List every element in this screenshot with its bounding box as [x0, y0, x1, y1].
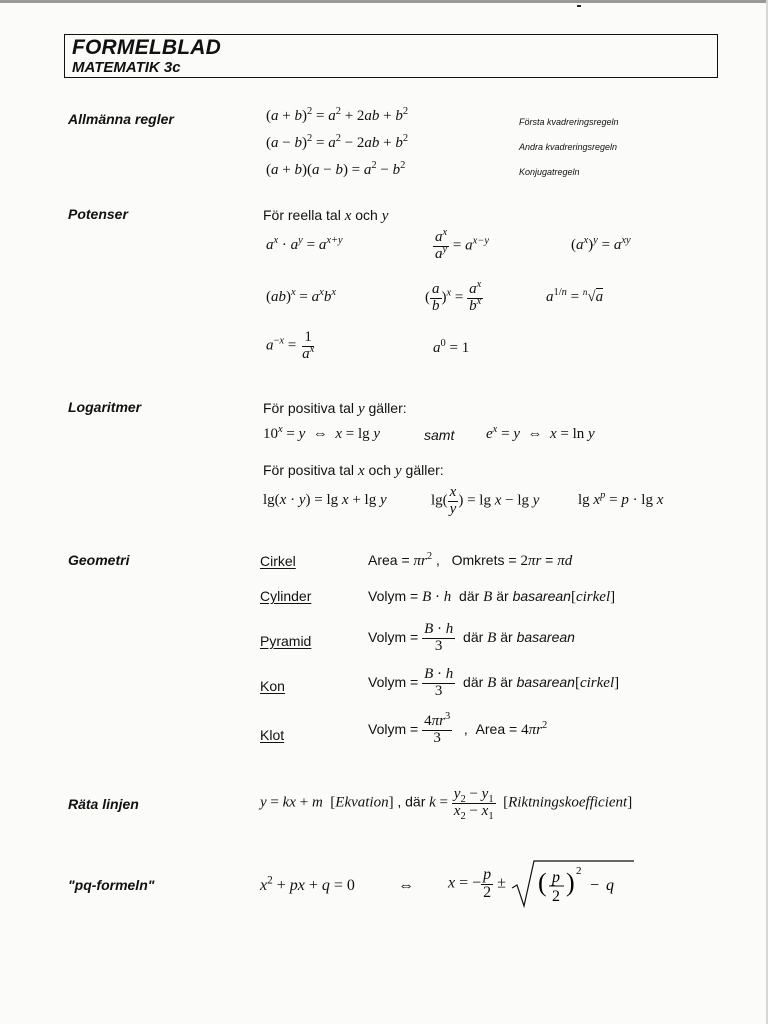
- svg-text:−: −: [589, 877, 599, 894]
- formula-cirkel: Area = $\pi r^2$ , Omkrets = 2πr = πd: [368, 551, 573, 569]
- formula-cylinder: Volym = B · h där B är basarean[cirkel]: [368, 588, 616, 605]
- formula-lg-definition: $10^x = y$ ⇔ x = lg y: [263, 424, 381, 442]
- rule-name-second: Andra kvadreringsregeln: [519, 142, 618, 152]
- svg-text:q: q: [605, 877, 614, 894]
- sqrt-sign: [510, 858, 634, 910]
- formula-pyramid: Volym = $\frac{B \cdot h}{3}$ där B är basarean: [368, 621, 575, 654]
- page-subtitle: MATEMATIK 3c: [72, 59, 181, 76]
- page-title: FORMELBLAD: [72, 36, 221, 59]
- section-label-pq-formeln: "pq-formeln": [68, 877, 155, 893]
- header-box: [64, 34, 718, 78]
- section-label-geometri: Geometri: [68, 552, 130, 568]
- svg-text:): ): [565, 868, 575, 897]
- geometry-name-cirkel: Cirkel: [260, 553, 296, 569]
- formula-power-product: $a^x \cdot a^y = a^{x+y}$: [266, 235, 343, 253]
- formula-pq-equation: $x^2$ + px + q = 0: [260, 874, 355, 894]
- rule-name-first: Första kvadreringsregeln: [519, 117, 619, 127]
- logaritmer-intro-1: För positiva tal y gäller:: [263, 400, 407, 417]
- section-label-allmanna-regler: Allmänna regler: [68, 111, 174, 127]
- formula-square-diff: $(a - b)^2 = a^2 - 2ab + b^2$: [266, 133, 409, 151]
- geometry-name-klot: Klot: [260, 727, 285, 743]
- rule-name-conjugate: Konjugatregeln: [519, 167, 580, 177]
- svg-text:2: 2: [551, 888, 560, 905]
- equivalence-arrow: ⇔: [398, 877, 414, 894]
- formula-nth-root: $a^{1/n} = ^n√a$: [546, 287, 604, 305]
- logaritmer-samt: samt: [424, 427, 455, 443]
- geometry-name-kon: Kon: [260, 678, 285, 694]
- svg-text:(: (: [537, 868, 547, 897]
- svg-text:2: 2: [575, 865, 582, 877]
- section-label-rata-linjen: Räta linjen: [68, 796, 139, 812]
- formula-conjugate: $(a + b)(a - b) = a^2 - b^2$: [266, 160, 406, 178]
- scan-speck: [577, 5, 581, 7]
- formula-ln-definition: $e^x = y$ ⇔ x = ln y: [486, 424, 595, 442]
- formula-zero-exponent: $a^0 = 1$: [433, 338, 470, 356]
- formula-kon: Volym = $\frac{B \cdot h}{3}$ där B är basarean[cirkel]: [368, 666, 620, 699]
- formula-quotient-power: ( $\frac{a}{b}$ )$^x$ = $\frac{a^x}{b^x}$: [425, 279, 482, 314]
- formula-lg-product: lg(x · y) = lg x + lg y: [263, 492, 387, 508]
- logaritmer-intro-2: För positiva tal x och y gäller:: [263, 462, 444, 479]
- section-label-potenser: Potenser: [68, 206, 128, 222]
- formula-square-sum: $(a + b)^2 = a^2 + 2ab + b^2$: [266, 106, 409, 124]
- formula-power-quotient: $\frac{a^x}{a^y}$ = $a^{x-y}$: [435, 227, 490, 262]
- section-label-logaritmer: Logaritmer: [68, 399, 142, 415]
- formula-lg-quotient: lg( $\frac{x}{y}$ ) = lg x − lg y: [431, 484, 540, 517]
- formula-power-of-power: $(a^x)^y = a^{xy}$: [571, 235, 631, 253]
- scan-edge-top: [0, 0, 768, 3]
- formula-product-power: $(ab)^x = a^xb^x$: [266, 287, 336, 305]
- formula-lg-power: $\lg x^p = p \cdot \lg x$: [578, 490, 664, 508]
- formula-negative-exponent: $a^{-x}$ = $\frac{1}{a^x}$: [266, 329, 315, 362]
- formula-klot: Volym = $\frac{4\pi r^3}{3}$ , Area = $4\pi r^2$: [368, 711, 548, 746]
- formula-straight-line: y = kx + m [Ekvation] , där k = $\frac{y_2 - y_1}{x_2 - x_1}$ [Riktningskoefficient]: [260, 786, 633, 822]
- formula-pq-solution: x = − $\frac{p}{2}$ ± ( p 2 ) 2 − q: [448, 858, 634, 910]
- geometry-name-pyramid: Pyramid: [260, 633, 312, 649]
- potenser-intro: För reella tal x och y: [263, 207, 389, 224]
- geometry-name-cylinder: Cylinder: [260, 588, 312, 604]
- svg-text:p: p: [551, 869, 560, 886]
